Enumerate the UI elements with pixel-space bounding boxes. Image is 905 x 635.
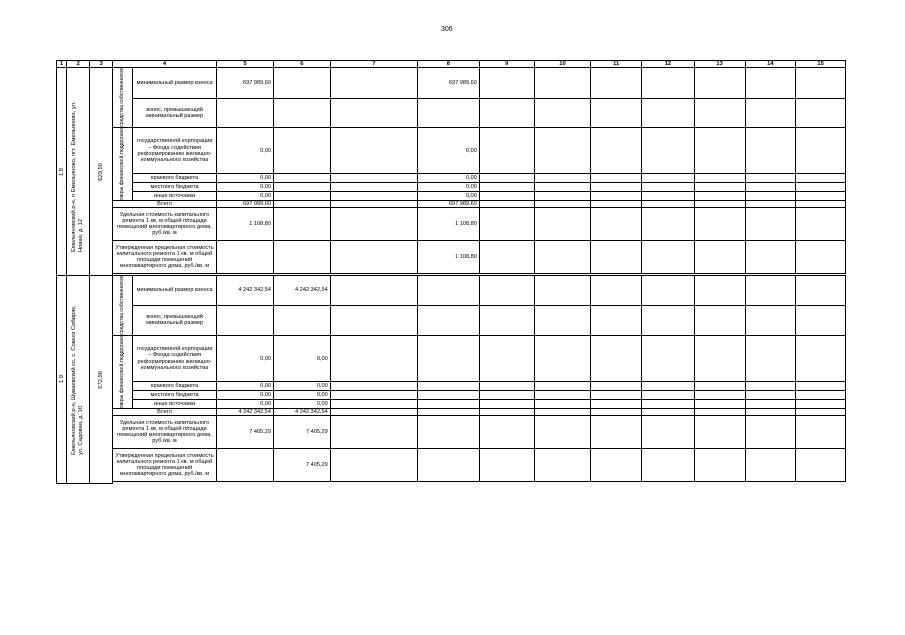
cell-value: 0,00 bbox=[217, 128, 274, 174]
inye-label: иные источники bbox=[133, 399, 217, 408]
mestny-label: местного бюджета bbox=[133, 183, 217, 192]
cell-value bbox=[417, 382, 479, 391]
cell-value bbox=[417, 276, 479, 306]
table-row bbox=[57, 276, 846, 306]
capital-repair-table bbox=[56, 60, 846, 484]
table-row bbox=[57, 382, 846, 391]
cell-value: 1 108,80 bbox=[217, 208, 274, 241]
cell-value bbox=[417, 415, 479, 448]
table-row bbox=[57, 192, 846, 201]
table-row bbox=[57, 128, 846, 174]
mestny-label: местного бюджета bbox=[133, 391, 217, 400]
table-row bbox=[57, 99, 846, 128]
cell-value: 0,00 bbox=[217, 335, 274, 381]
over-fee-label: взнос, превышающий минимальный размер bbox=[133, 306, 217, 336]
cell-value bbox=[274, 183, 331, 192]
header-cell: 1 bbox=[57, 61, 67, 68]
kraevoy-label: краевого бюджета bbox=[133, 174, 217, 183]
cell-value: 0,00 bbox=[274, 391, 331, 400]
cell-value bbox=[274, 192, 331, 201]
cell-value bbox=[217, 99, 274, 128]
header-cell: 12 bbox=[642, 61, 695, 68]
header-cell: 5 bbox=[217, 61, 274, 68]
table-row bbox=[57, 448, 846, 481]
cell-value bbox=[274, 208, 331, 241]
cell-value: 0,00 bbox=[217, 174, 274, 183]
approved-cost-label: Утвержденная предельная стоимость капитального ремонта 1 кв. м общей площади помещений многоквартирного дома, руб./кв. м bbox=[112, 241, 216, 274]
cell-value bbox=[274, 306, 331, 336]
cell-value bbox=[417, 391, 479, 400]
min-fee-label: минимальный размер взноса bbox=[133, 276, 217, 306]
cell-value: 697 989,60 bbox=[417, 68, 479, 99]
cell-value bbox=[417, 448, 479, 481]
row-area: 629,50 bbox=[90, 68, 112, 276]
header-cell: 8 bbox=[417, 61, 479, 68]
cell-value: 4 242 342,54 bbox=[274, 276, 331, 306]
cell-value bbox=[274, 128, 331, 174]
financial-support-label: меры финансовой поддержки bbox=[112, 335, 132, 408]
table-row bbox=[57, 183, 846, 192]
cell-value bbox=[217, 448, 274, 481]
header-cell: 10 bbox=[534, 61, 591, 68]
header-cell: 6 bbox=[274, 61, 331, 68]
cell-value: 697 989,60 bbox=[217, 200, 274, 207]
total-label: Всего bbox=[112, 408, 216, 415]
cell-value bbox=[417, 306, 479, 336]
over-fee-label: взнос, превышающий минимальный размер bbox=[133, 99, 217, 128]
approved-cost-label: Утвержденная предельная стоимость капитального ремонта 1 кв. м общей площади помещений многоквартирного дома, руб./кв. м bbox=[112, 448, 216, 481]
cell-value bbox=[274, 174, 331, 183]
header-cell: 4 bbox=[112, 61, 216, 68]
cell-value bbox=[217, 241, 274, 274]
table-row bbox=[57, 174, 846, 183]
row-number: 1.8 bbox=[57, 68, 67, 276]
cell-value bbox=[274, 99, 331, 128]
page-number: 306 bbox=[441, 26, 453, 33]
fund-label: государственной корпорации – Фонда содействия реформированию жилищно-коммунального хозяйства bbox=[133, 335, 217, 381]
header-cell: 13 bbox=[694, 61, 745, 68]
cell-value: 0,00 bbox=[217, 391, 274, 400]
table-row bbox=[57, 391, 846, 400]
header-cell: 15 bbox=[796, 61, 846, 68]
header-row bbox=[57, 61, 846, 68]
cell-value: 1 108,80 bbox=[417, 241, 479, 274]
cell-value bbox=[417, 99, 479, 128]
min-fee-label: минимальный размер взноса bbox=[133, 68, 217, 99]
row-address: Емельяновский р-н, Шуваевский сс, с. Совхоз Сибиряк, ул. Садовая, д. 10 bbox=[67, 276, 90, 484]
unit-cost-label: Удельная стоимость капитального ремонта 1 кв. м общей площади помещений многоквартирного дома, руб./кв. м bbox=[112, 415, 216, 448]
table-row bbox=[57, 415, 846, 448]
header-cell: 2 bbox=[67, 61, 90, 68]
header-cell: 7 bbox=[330, 61, 417, 68]
table-row bbox=[57, 306, 846, 336]
financial-support-label: меры финансовой поддержки bbox=[112, 128, 132, 201]
row-area: 572,98 bbox=[90, 276, 112, 484]
inye-label: иные источники bbox=[133, 192, 217, 201]
table-row bbox=[57, 335, 846, 381]
cell-value: 4 242 342,54 bbox=[217, 408, 274, 415]
header-cell: 11 bbox=[591, 61, 642, 68]
owners-funds-label: средства собственников bbox=[112, 68, 132, 128]
cell-value: 697 989,60 bbox=[417, 200, 479, 207]
cell-value: 0,00 bbox=[417, 192, 479, 201]
row-number: 1.9 bbox=[57, 276, 67, 484]
cell-value: 4 242 342,54 bbox=[217, 276, 274, 306]
unit-cost-label: Удельная стоимость капитального ремонта 1 кв. м общей площади помещений многоквартирного дома, руб./кв. м bbox=[112, 208, 216, 241]
fund-label: государственной корпорации – Фонда содействия реформированию жилищно-коммунального хозяйства bbox=[133, 128, 217, 174]
cell-value: 0,00 bbox=[274, 335, 331, 381]
cell-value bbox=[417, 335, 479, 381]
cell-value: 0,00 bbox=[217, 183, 274, 192]
cell-value bbox=[217, 306, 274, 336]
cell-value: 0,00 bbox=[217, 192, 274, 201]
table-row bbox=[57, 241, 846, 274]
cell-value: 697 989,60 bbox=[217, 68, 274, 99]
table-row bbox=[57, 200, 846, 207]
cell-value: 0,00 bbox=[217, 382, 274, 391]
table-row bbox=[57, 399, 846, 408]
header-cell: 9 bbox=[479, 61, 534, 68]
cell-value: 0,00 bbox=[417, 128, 479, 174]
cell-value: 0,00 bbox=[417, 174, 479, 183]
cell-value bbox=[417, 399, 479, 408]
cell-value: 7 405,29 bbox=[217, 415, 274, 448]
cell-value bbox=[274, 241, 331, 274]
cell-value: 0,00 bbox=[417, 183, 479, 192]
kraevoy-label: краевого бюджета bbox=[133, 382, 217, 391]
table-row bbox=[57, 68, 846, 99]
cell-value: 7 405,29 bbox=[274, 415, 331, 448]
cell-value: 0,00 bbox=[217, 399, 274, 408]
cell-value bbox=[274, 200, 331, 207]
cell-value: 0,00 bbox=[274, 382, 331, 391]
cell-value: 0,00 bbox=[274, 399, 331, 408]
table-row bbox=[57, 408, 846, 415]
cell-value: 7 405,29 bbox=[274, 448, 331, 481]
header-cell: 14 bbox=[745, 61, 796, 68]
row-address: Емельяновский р-н, п Емельяново, пгт. Емельяново, ул. Новая, д. 12 bbox=[67, 68, 90, 276]
owners-funds-label: средства собственников bbox=[112, 276, 132, 336]
cell-value bbox=[274, 68, 331, 99]
total-label: Всего bbox=[112, 200, 216, 207]
cell-value: 1 108,80 bbox=[417, 208, 479, 241]
table-row bbox=[57, 208, 846, 241]
cell-value bbox=[417, 408, 479, 415]
header-cell: 3 bbox=[90, 61, 112, 68]
cell-value: 4 242 342,54 bbox=[274, 408, 331, 415]
